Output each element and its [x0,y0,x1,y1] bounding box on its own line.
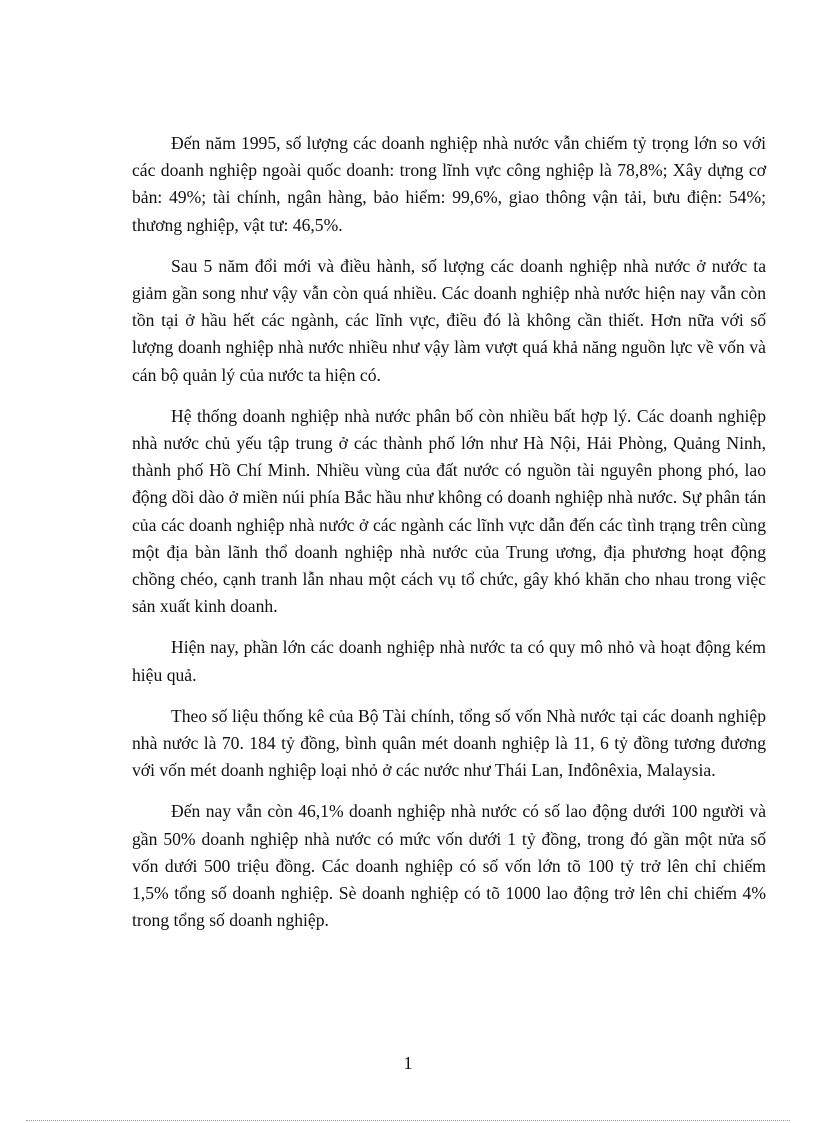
document-body [132,130,766,948]
paragraph-6: Đến nay vẫn còn 46,1% doanh nghiệp nhà nước có số lao động dưới 100 người và gần 50% doanh nghiệp nhà nước có mức vốn dưới 1 tỷ đồng, trong đó gần một nửa số vốn dưới 500 triệu đồng. Các doanh nghiệp có số vốn lớn tõ 100 tỷ trở lên chỉ chiếm 1,5% tổng số doanh nghiệp. Sè doanh nghiệp có tõ 1000 lao động trở lên chỉ chiếm 4% trong tổng số doanh nghiệp. [132,801,766,931]
page-number: 1 [403,1053,413,1073]
paragraph-5: Theo số liệu thống kê của Bộ Tài chính, tổng số vốn Nhà nước tại các doanh nghiệp nhà nước là 70. 184 tỷ đồng, bình quân mét doanh nghiệp là 11, 6 tỷ đồng tương đương với vốn mét doanh nghiệp loại nhỏ ở các nước như Thái Lan, Inđônêxia, Malaysia. [132,705,766,781]
paragraph-2: Sau 5 năm đổi mới và điều hành, số lượng các doanh nghiệp nhà nước ở nước ta giảm gần song như vậy vẫn còn quá nhiều. Các doanh nghiệp nhà nước hiện nay vẫn còn tồn tại ở hầu hết các ngành, các lĩnh vực, điều đó là không cần thiết. Hơn nữa với số lượng doanh nghiệp nhà nước nhiều như vậy làm vượt quá khả năng nguồn lực về vốn và cán bộ quản lý của nước ta hiện có. [132,255,766,385]
paragraph-4: Hiện nay, phần lớn các doanh nghiệp nhà nước ta có quy mô nhỏ và hoạt động kém hiệu quả. [132,637,766,685]
footer-divider [26,1120,790,1121]
paragraph-3: Hệ thống doanh nghiệp nhà nước phân bố còn nhiều bất hợp lý. Các doanh nghiệp nhà nước chủ yếu tập trung ở các thành phố lớn như Hà Nội, Hải Phòng, Quảng Ninh, thành phố Hồ Chí Minh. Nhiều vùng của đất nước có nguồn tài nguyên phong phó, lao động dồi dào ở miền núi phía Bắc hầu như không có doanh nghiệp nhà nước. Sự phân tán của các doanh nghiệp nhà nước ở các ngành các lĩnh vực dẫn đến các tình trạng trên cùng một địa bàn lãnh thổ doanh nghiệp nhà nước của Trung ương, địa phương hoạt động chồng chéo, cạnh tranh lẫn nhau một cách vụ tổ chức, gây khó khăn cho nhau trong việc sản xuất kinh doanh. [132,405,766,617]
paragraph-1: Đến năm 1995, số lượng các doanh nghiệp nhà nước vẫn chiếm tỷ trọng lớn so với các doanh nghiệp ngoài quốc doanh: trong lĩnh vực công nghiệp là 78,8%; Xây dựng cơ bản: 49%; tài chính, ngân hàng, bảo hiểm: 99,6%, giao thông vận tải, bưu điện: 54%; thương nghiệp, vật tư: 46,5%. [132,133,766,235]
